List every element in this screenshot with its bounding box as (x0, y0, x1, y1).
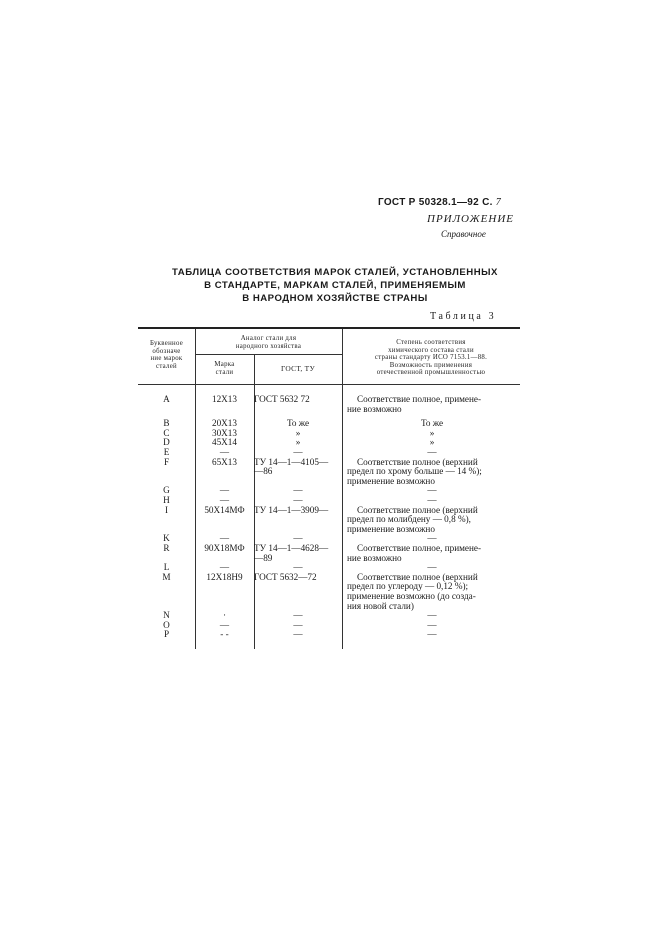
cell-line: D (163, 437, 170, 448)
cell-grade (195, 506, 254, 516)
header-line: сталей (156, 362, 177, 370)
table-row (138, 438, 520, 448)
header-line: стали (215, 368, 234, 376)
cell-line: 45Х14 (211, 437, 237, 448)
cell-line: Соответствие полное (верхний (357, 571, 478, 582)
cell-line: — (219, 533, 230, 544)
cell-line: — (293, 485, 303, 496)
cell-line: — (219, 446, 230, 457)
table-body (138, 395, 520, 640)
table-row (138, 573, 520, 611)
table-row (138, 544, 520, 563)
cell-gost (254, 395, 342, 405)
header-line: Марка (214, 361, 235, 368)
cell-line: ТУ 14—1—4628— (254, 542, 329, 553)
cell-grade (195, 573, 254, 583)
cell-line: P (163, 629, 170, 640)
cell-line: — (293, 562, 303, 573)
cell-line: предел по молибдену — 0,8 %), (347, 514, 471, 525)
cell-grade (195, 395, 254, 405)
cell-line: ТУ 14—1—3909— (254, 504, 329, 515)
title-line: В НАРОДНОМ ХОЗЯЙСТВЕ СТРАНЫ (242, 293, 428, 304)
header-line: обозначе (152, 347, 181, 355)
cell-line: B (163, 418, 170, 429)
cell-grade (195, 630, 254, 640)
cell-designation (138, 506, 195, 516)
cell-compliance (347, 544, 517, 563)
cell-line: E (163, 446, 170, 457)
cell-designation (138, 573, 195, 583)
cell-line: 65Х13 (211, 456, 237, 467)
cell-line: 90Х18МФ (204, 542, 245, 553)
cell-line: » (429, 437, 435, 448)
header-line: народного хозяйства (235, 342, 302, 350)
table-label: Таблица 3 (430, 311, 497, 322)
cell-line: применение возможно (347, 523, 435, 534)
cell-line: Соответствие полное, примене- (357, 394, 482, 404)
cell-line: M (162, 571, 171, 582)
header-line: Буквенное (149, 340, 184, 347)
header-line: Возможность применения (389, 361, 473, 369)
cell-line: · (222, 610, 227, 621)
cell-line: — (219, 562, 230, 573)
cell-line: 12Х13 (211, 394, 237, 404)
cell-line: K (163, 533, 170, 544)
header-line: Аналог стали для (240, 335, 297, 342)
cell-line: - - (220, 629, 229, 640)
header-subdivider (195, 354, 342, 355)
cell-line: предел по углероду — 0,12 %); (347, 581, 469, 592)
header-line: страны стандарту ИСО 7153.1—88. (374, 354, 488, 362)
table-row (138, 506, 520, 535)
cell-line: H (163, 494, 170, 505)
cell-gost (254, 630, 342, 640)
cell-line: I (164, 504, 169, 515)
cell-line: 50Х14МФ (204, 504, 245, 515)
cell-line: L (163, 562, 170, 573)
cell-line: » (295, 427, 301, 438)
cell-designation (138, 544, 195, 554)
cell-line: C (163, 427, 170, 438)
cell-line: — (293, 446, 303, 457)
header-gost-tu: ГОСТ, ТУ (280, 364, 316, 373)
table-row (138, 486, 520, 496)
table-row (138, 395, 520, 419)
cell-line: ГОСТ 5632 72 (254, 394, 310, 404)
cell-line: — (219, 619, 230, 630)
cell-line: То же (420, 418, 444, 429)
cell-line: G (163, 485, 170, 496)
table-row (138, 621, 520, 631)
document-header (378, 197, 501, 208)
header-line: ние марок (150, 355, 183, 363)
cell-line: — (427, 494, 437, 505)
cell-line: A (163, 394, 170, 404)
cell-line: применение возможно (до созда- (347, 590, 476, 601)
cell-line: — (293, 629, 303, 640)
cell-compliance (347, 630, 517, 640)
header-compliance (342, 339, 520, 377)
page-number: 7 (495, 197, 502, 208)
cell-grade (195, 544, 254, 554)
cell-gost (254, 573, 342, 583)
cell-line: — (219, 494, 230, 505)
table-row (138, 630, 520, 640)
cell-line: ния новой стали) (347, 600, 414, 611)
cell-line: Соответствие полное (верхний (357, 504, 478, 515)
cell-line: — (293, 619, 303, 630)
cell-gost (254, 458, 342, 477)
cell-line: — (427, 533, 437, 544)
cell-line: применение возможно (347, 475, 435, 486)
header-analog-group (195, 335, 342, 350)
cell-line: —86 (254, 466, 273, 477)
cell-line: — (427, 610, 437, 621)
cell-designation (138, 630, 195, 640)
cell-line: 30Х13 (211, 427, 237, 438)
table-row (138, 458, 520, 487)
cell-line: — (427, 446, 437, 457)
cell-line: — (427, 562, 437, 573)
cell-compliance (347, 395, 517, 414)
cell-line: 20Х13 (211, 418, 237, 429)
cell-designation (138, 395, 195, 405)
table-row (138, 611, 520, 621)
table-row (138, 429, 520, 439)
appendix-type: Справочное (441, 229, 486, 239)
cell-line: R (163, 542, 170, 553)
table-row (138, 419, 520, 429)
header-line: отечественной промышленностью (376, 369, 486, 377)
cell-line: F (163, 456, 170, 467)
header-line: Степень соответствия (396, 339, 466, 346)
cell-line: ние возможно (347, 403, 402, 414)
cell-compliance (347, 458, 517, 487)
cell-line: предел по хрому больше — 14 %); (347, 466, 482, 477)
cell-line: — (293, 494, 303, 505)
cell-line: 12Х18Н9 (206, 571, 243, 582)
cell-gost (254, 544, 342, 563)
title-line: В СТАНДАРТЕ, МАРКАМ СТАЛЕЙ, ПРИМЕНЯЕМЫМ (204, 280, 466, 291)
cell-line: » (295, 437, 301, 448)
cell-line: — (427, 619, 437, 630)
title-line: ТАБЛИЦА СООТВЕТСТВИЯ МАРОК СТАЛЕЙ, УСТАНОВЛЕННЫХ (172, 267, 498, 278)
cell-line: » (429, 427, 435, 438)
cell-grade (195, 458, 254, 468)
cell-line: O (163, 619, 170, 630)
header-line: химического состава стали (388, 346, 474, 354)
header-grade (195, 361, 254, 376)
cell-gost (254, 506, 342, 516)
gost-number: ГОСТ Р 50328.1—92 С. (378, 197, 493, 208)
cell-designation (138, 458, 195, 468)
cell-line: ТУ 14—1—4105— (254, 456, 329, 467)
cell-line: Соответствие полное, примене- (357, 542, 482, 553)
appendix-label: ПРИЛОЖЕНИЕ (427, 213, 514, 225)
cell-line: N (163, 610, 170, 621)
cell-line: —89 (254, 552, 273, 563)
cell-line: — (427, 629, 437, 640)
cell-line: Соответствие полное (верхний (357, 456, 478, 467)
page-title (150, 266, 520, 305)
cell-line: — (427, 485, 437, 496)
cell-compliance (347, 506, 517, 535)
cell-line: ГОСТ 5632—72 (254, 571, 317, 582)
cell-line: — (293, 610, 303, 621)
header-designation (138, 340, 195, 370)
cell-line: ние возможно (347, 552, 402, 563)
cell-line: — (219, 485, 230, 496)
cell-line: То же (286, 418, 310, 429)
cell-compliance (347, 573, 517, 611)
cell-line: — (293, 533, 303, 544)
